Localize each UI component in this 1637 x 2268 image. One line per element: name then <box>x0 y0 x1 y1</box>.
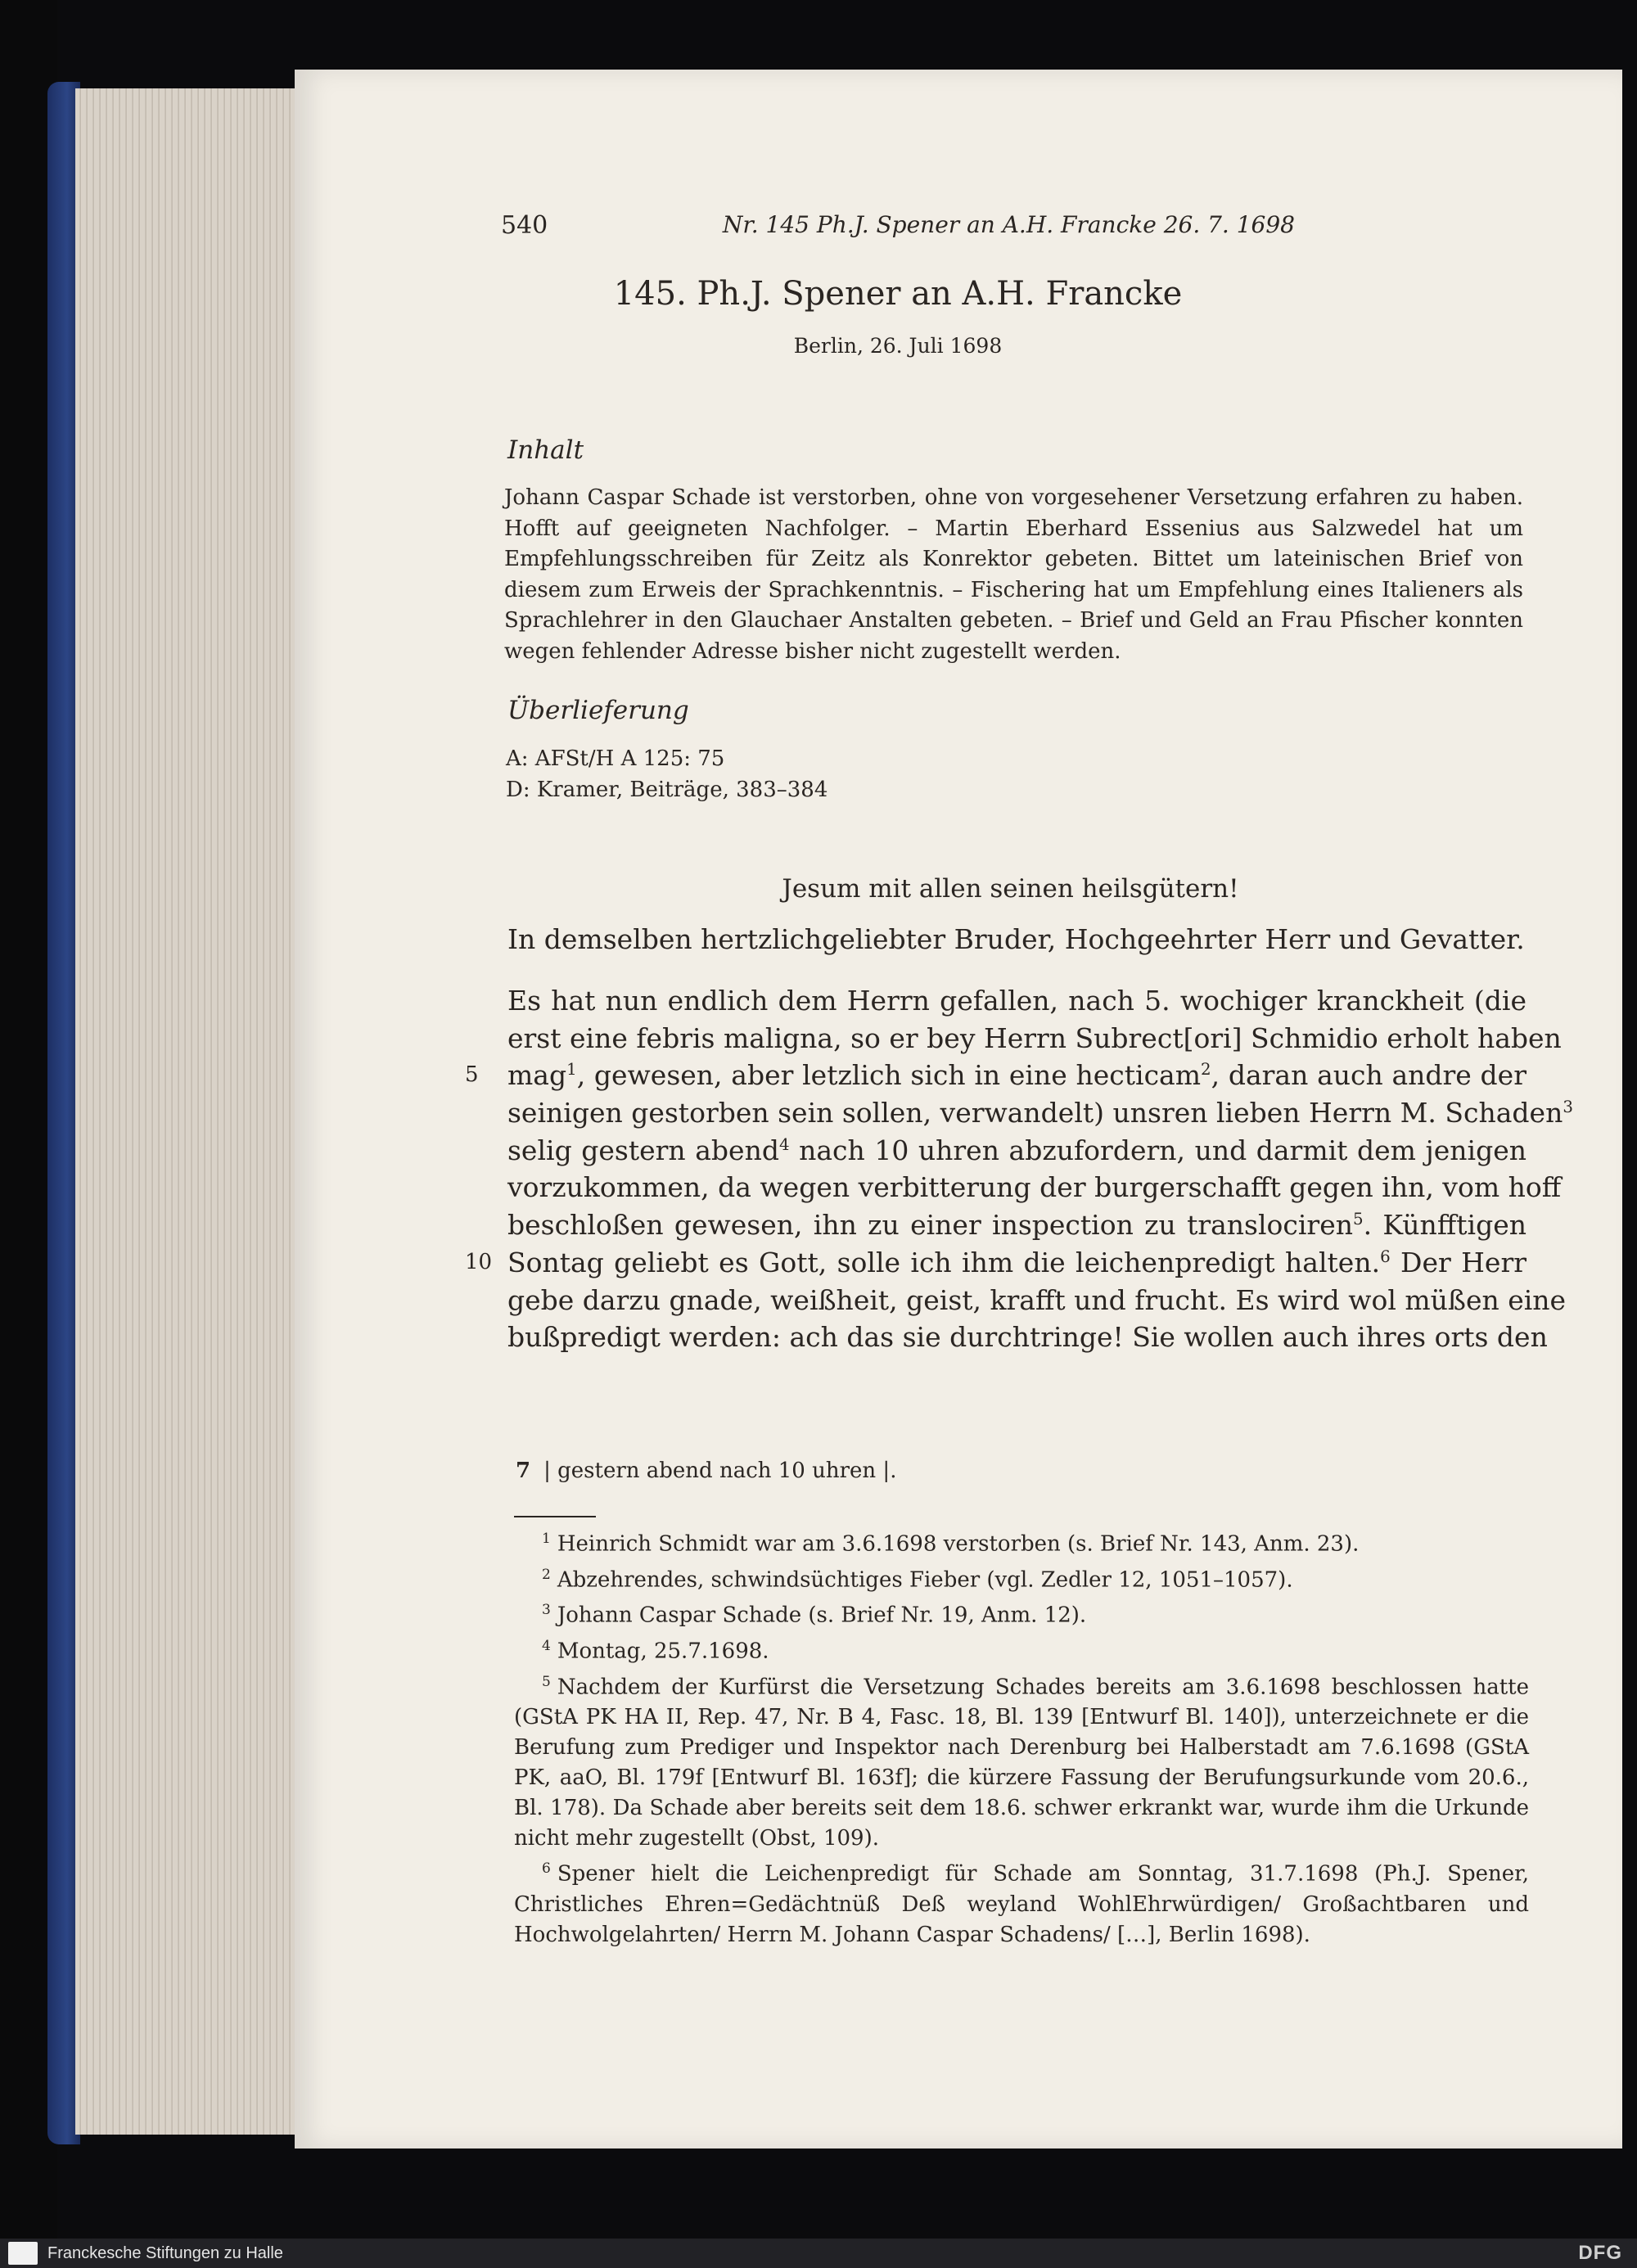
viewer-footer-bar <box>0 2239 1637 2268</box>
body-line <box>507 1132 1527 1170</box>
institution-logo-icon <box>8 2242 38 2265</box>
footnote-ref: 3 <box>1563 1098 1573 1117</box>
salutation: Jesum mit allen seinen heilsgütern! <box>782 874 1239 904</box>
body-line-text: bußpredigt werden: ach das sie durchtringe! Sie wollen auch ihres orts den <box>507 1321 1548 1354</box>
body-line <box>465 1057 1527 1094</box>
letter-body <box>465 982 1573 1356</box>
body-line <box>507 982 1527 1020</box>
footnote <box>514 1524 1529 1560</box>
footnote <box>514 1631 1529 1667</box>
page-number: 540 <box>501 211 548 240</box>
footnote-text: Abzehrendes, schwindsüchtiges Fieber (vgl. Zedler 12, 1051–1057). <box>557 1567 1293 1593</box>
footnote-ref: 4 <box>778 1134 790 1154</box>
body-text: beschloßen gewesen, ihn zu einer inspection zu translociren <box>507 1209 1353 1242</box>
body-text: , daran auch andre der <box>1211 1059 1527 1092</box>
running-title: Nr. 145 Ph.J. Spener an A.H. Francke 26. 7. 1698 <box>722 211 1295 238</box>
page-stack <box>75 88 313 2135</box>
body-line <box>507 1282 1567 1319</box>
body-line <box>507 1206 1527 1244</box>
address-line: In demselben hertzlichgeliebter Bruder, Hochgeehrter Herr und Gevatter. <box>507 923 1525 955</box>
body-text: mag <box>507 1059 567 1092</box>
body-text: selig gestern abend <box>507 1134 779 1166</box>
ueberlieferung-item: D: Kramer, Beiträge, 383–384 <box>506 778 828 802</box>
body-line-text: vorzukommen, da wegen verbitterung der burgerschafft gegen ihn, vom hoff <box>507 1171 1562 1204</box>
body-text: . Künfftigen <box>1363 1209 1527 1242</box>
ueberlieferung-item: A: AFSt/H A 125: 75 <box>506 746 725 771</box>
footnote-number: 3 <box>542 1602 551 1619</box>
body-line-text: Es hat nun endlich dem Herrn gefallen, nach 5. wochiger kranckheit (die <box>507 985 1527 1017</box>
footnote-text: Heinrich Schmidt war am 3.6.1698 verstorben (s. Brief Nr. 143, Anm. 23). <box>557 1531 1360 1557</box>
running-header <box>501 211 1295 244</box>
footnote-text: Nachdem der Kurfürst die Versetzung Schades bereits am 3.6.1698 beschlossen hatte (GStA PK HA II, Rep. 47, Nr. B 4, Fasc. 18, Bl. 139 [Entwurf Bl. 140]), unterzeichnete er die Berufung zum Prediger und Inspektor nach Derenburg bei Halberstadt am 7.6.1698 (GStA PK, aaO, Bl. 179f [Entwurf Bl. 163f]; die kürzere Fassung der Berufungsurkunde vom 20.6., Bl. 178). Da Schade aber bereits seit dem 18.6. schwer erkrankt war, wurde ihm die Urkunde nicht mehr zugestellt (Obst, 109). <box>514 1675 1529 1851</box>
body-text: , gewesen, aber letzlich sich in eine hecticam <box>576 1059 1202 1092</box>
body-line-text: erst eine febris maligna, so er bey Herrn Subrect[ori] Schmidio erholt haben <box>507 1021 1562 1054</box>
letter-title: 145. Ph.J. Spener an A.H. Francke <box>613 275 1183 313</box>
body-text: nach 10 uhren abzufordern, und darmit dem jenigen <box>789 1134 1527 1166</box>
footnote-text: Montag, 25.7.1698. <box>557 1639 769 1664</box>
body-text: Sontag geliebt es Gott, solle ich ihm die leichenpredigt halten. <box>507 1246 1381 1278</box>
footnote <box>514 1854 1529 1950</box>
footnote-number: 1 <box>542 1531 551 1547</box>
body-line <box>507 1319 1548 1356</box>
footnotes <box>514 1524 1529 1950</box>
inhalt-text: Johann Caspar Schade ist verstorben, ohne von vorgesehener Versetzung erfahren zu haben. Hofft auf geeigneten Nachfolger. – Martin Eberhard Essenius aus Salzwedel hat um Empfehlungsschreiben für Zeitz als Konrektor gebeten. Bittet um lateinischen Brief von diesem zum Erweis der Sprachkenntnis. – Fischering hat um Empfehlung eines Italieners als Sprachlehrer in den Glauchaer Anstalten gebeten. – Brief und Geld an Frau Pfischer konnten wegen fehlender Adresse bisher nicht zugestellt werden. <box>504 485 1523 664</box>
institution-name: Franckesche Stiftungen zu Halle <box>47 2244 283 2262</box>
critical-apparatus <box>516 1459 896 1483</box>
footnote-ref: 5 <box>1353 1210 1364 1229</box>
apparatus-line-number: 7 <box>516 1459 531 1483</box>
body-text: seinigen gestorben sein sollen, verwandelt) unsren lieben Herrn M. Schaden <box>507 1097 1563 1129</box>
body-text: Der Herr <box>1390 1246 1527 1278</box>
footnote-ref: 2 <box>1201 1060 1211 1080</box>
inhalt-heading: Inhalt <box>507 435 584 465</box>
footnote-ref: 1 <box>566 1060 577 1080</box>
body-line <box>507 1020 1562 1057</box>
footnote-text: Spener hielt die Leichenpredigt für Schade am Sonntag, 31.7.1698 (Ph.J. Spener, Christliches Ehren=Gedächtnüß Deß weyland WohlEhrwürdigen/ Großachtbaren und Hochwolgelahrten/ Herrn M. Johann Caspar Schadens/ […], Berlin 1698). <box>514 1861 1529 1947</box>
ueberlieferung-heading: Überlieferung <box>507 696 689 725</box>
footnote-number: 4 <box>542 1637 551 1654</box>
line-number: 5 <box>465 1062 479 1088</box>
body-line <box>465 1244 1527 1282</box>
footnote-number: 6 <box>542 1860 551 1878</box>
footnote-number: 5 <box>542 1673 551 1690</box>
footnote <box>514 1560 1529 1596</box>
body-line <box>507 1169 1562 1206</box>
apparatus-text: | gestern abend nach 10 uhren |. <box>543 1459 897 1483</box>
dfg-logo: DFG <box>1578 2242 1622 2264</box>
body-line-text: gebe darzu gnade, weißheit, geist, krafft und frucht. Es wird wol müßen eine <box>507 1283 1567 1316</box>
ueberlieferung-list <box>506 743 828 805</box>
letter-place-date: Berlin, 26. Juli 1698 <box>793 334 1003 358</box>
footnote <box>514 1667 1529 1855</box>
footnote-rule <box>514 1516 596 1517</box>
footnote-ref: 6 <box>1380 1247 1391 1266</box>
line-number: 10 <box>465 1249 493 1274</box>
footnote-text: Johann Caspar Schade (s. Brief Nr. 19, Anm. 12). <box>557 1603 1087 1628</box>
body-line <box>507 1094 1573 1132</box>
footnote-number: 2 <box>542 1566 551 1583</box>
footnote <box>514 1595 1529 1631</box>
